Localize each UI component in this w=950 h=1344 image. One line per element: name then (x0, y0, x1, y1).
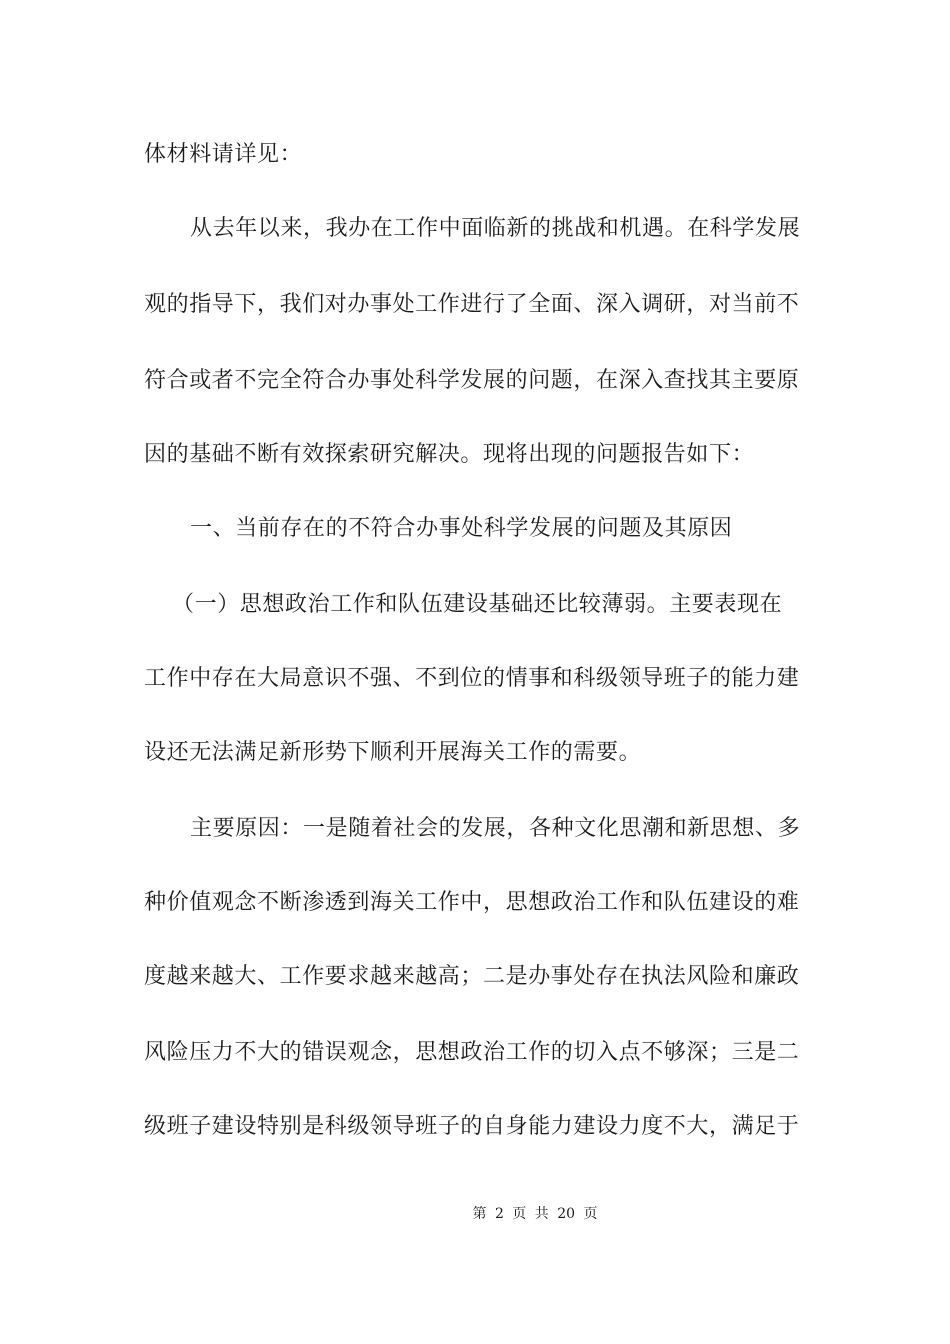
paragraph-line: 主要原因：一是随着社会的发展，各种文化思潮和新思想、多 (190, 816, 801, 841)
paragraph-line: （一）思想政治工作和队伍建设基础还比较薄弱。主要表现在 (172, 592, 783, 617)
paragraph-line: 因的基础不断有效探索研究解决。现将出现的问题报告如下： (144, 442, 755, 467)
paragraph-line: 度越来越大、工作要求越来越高；二是办事处存在执法风险和廉政 (144, 964, 800, 989)
paragraph-line: 工作中存在大局意识不强、不到位的情事和科级领导班子的能力建 (144, 666, 800, 691)
paragraph-line: 级班子建设特别是科级领导班子的自身能力建设力度不大，满足于 (144, 1114, 800, 1139)
paragraph-line: 观的指导下，我们对办事处工作进行了全面、深入调研，对当前不 (144, 292, 800, 317)
paragraph-line: 体材料请详见： (144, 142, 303, 167)
paragraph-line: 风险压力不大的错误观念，思想政治工作的切入点不够深；三是二 (144, 1040, 800, 1065)
page-number-footer: 第 2 页 共 20 页 (472, 1206, 598, 1222)
paragraph-line: 种价值观念不断渗透到海关工作中，思想政治工作和队伍建设的难 (144, 890, 800, 915)
paragraph-line: 从去年以来，我办在工作中面临新的挑战和机遇。在科学发展 (190, 216, 801, 241)
paragraph-line: 设还无法满足新形势下顺利开展海关工作的需要。 (144, 740, 642, 765)
section-heading: 一、当前存在的不符合办事处科学发展的问题及其原因 (190, 516, 733, 541)
paragraph-line: 符合或者不完全符合办事处科学发展的问题，在深入查找其主要原 (144, 368, 800, 393)
